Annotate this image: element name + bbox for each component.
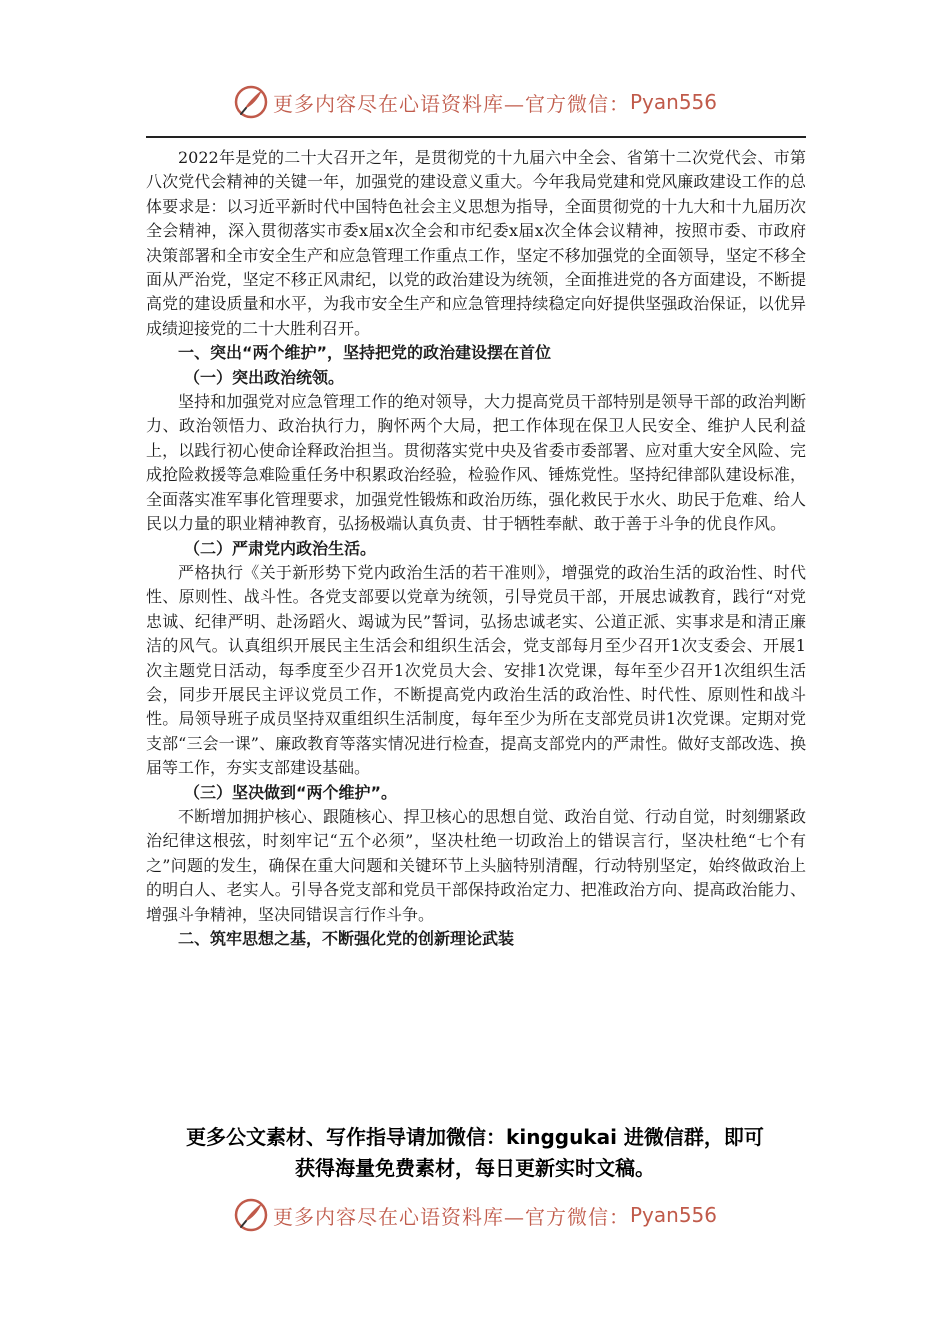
body-paragraph-2: 严格执行《关于新形势下党内政治生活的若干准则》，增强党的政治生活的政治性、时代性、原则性、战斗性。各党支部要以党章为统领，引导党员干部，开展忠诚教育，践行“对党忠诚、纪律严明、赴汤蹈火、竭诚为民”誓词，弘扬忠诚老实、公道正派、实事求是和清正廉洁的风气。认真组织开展民主生活会和组织生活会，党支部每月至少召开1次支委会、开展1次主题党日活动，每季度至少召开1次党员大会、安排1次党课，每年至少召开1次组织生活会，同步开展民主评议党员工作，不断提高党内政治生活的政治性、时代性、原则性和战斗性。局领导班子成员坚持双重组织生活制度，每年至少为所在支部党员讲1次党课。定期对党支部“三会一课”、廉政教育等落实情况进行检查，提高支部党内的严肃性。做好支部改选、换届等工作，夯实支部建设基础。 xyxy=(146,562,806,778)
intro-paragraph: 2022年是党的二十大召开之年，是贯彻党的十九届六中全会、省第十二次党代会、市第八次党代会精神的关键一年，加强党的建设意义重大。今年我局党建和党风廉政建设工作的总体要求是：以习近平新时代中国特色社会主义思想为指导，全面贯彻党的十九大和十九届历次全会精神，深入贯彻落实市委x届x次全会和市纪委x届x次全体会议精神，按照市委、市政府决策部署和全市安全生产和应急管理工作重点工作，坚定不移加强党的全面领导，坚定不移全面从严治党，坚定不移正风肃纪，以党的政治建设为统领，全面推进党的各方面建设，不断提高党的建设质量和水平，为我市安全生产和应急管理持续稳定向好提供坚强政治保证，以优异成绩迎接党的二十大胜利召开。 xyxy=(146,148,806,338)
subsection-heading-2: （二）严肃党内政治生活。 xyxy=(184,538,377,558)
promo-line-1: 更多公文素材、写作指导请加微信：kinggukai 进微信群，即可 xyxy=(186,1125,764,1149)
banner-wechat-id: Pyan556 xyxy=(629,90,717,114)
section-heading-2: 二、筑牢思想之基，不断强化党的创新理论武装 xyxy=(178,929,515,948)
subsection-heading-3: （三）坚决做到“两个维护”。 xyxy=(184,782,398,802)
footer-brand-text: 更多内容尽在心语资料库—官方微信： xyxy=(272,1204,630,1229)
promo-notice xyxy=(120,1122,830,1184)
body-paragraph-1: 坚持和加强党对应急管理工作的绝对领导，大力提高党员干部特别是领导干部的政治判断力、政治领悟力、政治执行力，胸怀两个大局，把工作体现在保卫人民安全、维护人民利益上，以践行初心使命诠释政治担当。贯彻落实党中央及省委市委部署、应对重大安全风险、完成抢险救援等急难险重任务中积累政治经验，检验作风、锤炼党性。坚持纪律部队建设标准，全面落实准军事化管理要求，加强党性锻炼和政治历练，强化救民于水火、助民于危难、给人民以力量的职业精神教育，弘扬极端认真负责、甘于牺牲奉献、敢于善于斗争的优良作风。 xyxy=(146,392,806,534)
body-paragraph-3: 不断增加拥护核心、跟随核心、捍卫核心的思想自觉、政治自觉、行动自觉，时刻绷紧政治纪律这根弦，时刻牢记“五个必须”，坚决杜绝一切政治上的错误言行，坚决杜绝“七个有之”问题的发生，确保在重大问题和关键环节上头脑特别清醒，行动特别坚定，始终做政治上的明白人、老实人。引导各党支部和党员干部保持政治定力、把准政治方向、提高政治能力、增强斗争精神，坚决同错误言行作斗争。 xyxy=(146,806,806,924)
section-heading-1: 一、突出“两个维护”，坚持把党的政治建设摆在首位 xyxy=(178,343,552,363)
footer-wechat-id: Pyan556 xyxy=(629,1203,717,1227)
document-body xyxy=(146,146,806,951)
subsection-heading-1: （一）突出政治统领。 xyxy=(184,367,345,387)
promo-line-2: 获得海量免费素材，每日更新实时文稿。 xyxy=(295,1156,655,1180)
header-banner xyxy=(0,82,950,122)
footer-banner xyxy=(0,1195,950,1235)
header-divider xyxy=(146,136,806,138)
quill-pen-logo-icon xyxy=(233,1197,269,1233)
banner-brand-text: 更多内容尽在心语资料库—官方微信： xyxy=(272,91,630,116)
quill-pen-logo-icon xyxy=(233,84,269,120)
